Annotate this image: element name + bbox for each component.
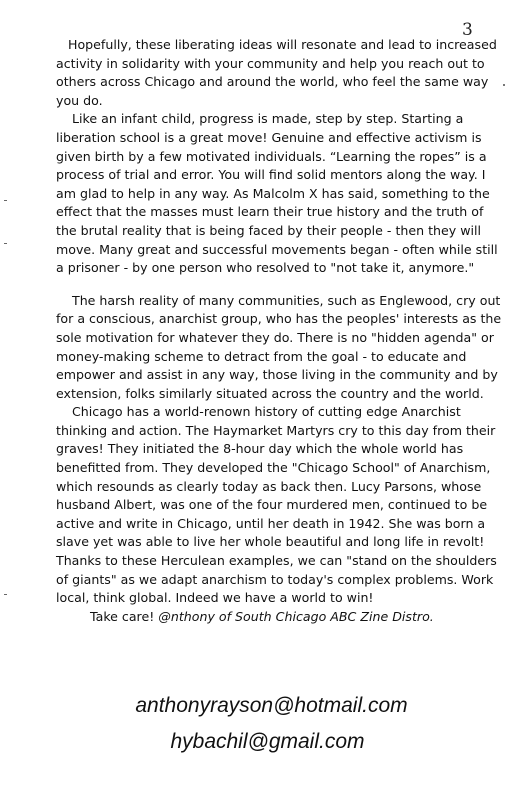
- signoff-credit: @nthony of South Chicago ABC Zine Distro.: [158, 608, 434, 624]
- signoff: [56, 608, 502, 627]
- paragraph-2: Like an infant child, progress is made, step by step. Starting a liberation school is a great move! Genuine and effective activism is given birth by a few motivated individuals. “Learning the ropes” is a process of trial and error. You will find solid mentors along the way. I am glad to help in any way. As Malcolm X has said, something to the effect that the masses must learn their true history and the truth of the brutal reality that is being faced by their people - then they will move. Many great and successful movements began - often while still a prisoner - by one person who resolved to "not take it, anymore.": [56, 111, 498, 276]
- scan-margin-mark: [4, 243, 7, 244]
- paragraph-3: The harsh reality of many communities, such as Englewood, cry out for a conscious, anarchist group, who has the peoples' interests as the sole motivation for whatever they do. There is no "hidden agenda" or money-making scheme to detract from the goal - to educate and empower and assist in any way, those living in the community and by extension, folks similarly situated across the country and the world.: [56, 292, 502, 401]
- scan-margin-mark: [4, 594, 7, 595]
- contact-email-gmail: hybachil@gmail.com: [170, 730, 365, 753]
- paragraph-1: Hopefully, these liberating ideas will resonate and lead to increased activity in solidarity with your community and help you reach out to others across Chicago and around the world, who feel the same way you do.: [56, 37, 497, 108]
- signoff-text: Take care!: [90, 608, 155, 624]
- letter-body: [56, 36, 502, 626]
- scan-speck: [503, 84, 505, 86]
- contact-email-hotmail: anthonyrayson@hotmail.com: [135, 694, 408, 717]
- paragraph-4: Chicago has a world-renown history of cutting edge Anarchist thinking and action. The Haymarket Martyrs cry to this day from their graves! They initiated the 8-hour day which the whole world has benefitted from. They developed the "Chicago School" of Anarchism, which resounds as clearly today as back then. Lucy Parsons, whose husband Albert, was one of the four murdered men, continued to be active and write in Chicago, until her death in 1942. She was born a slave yet was able to live her whole beautiful and long life in revolt! Thanks to these Herculean examples, we can "stand on the shoulders of giants" as we adapt anarchism to today's complex problems. Work local, think global. Indeed we have a world to win!: [56, 404, 497, 606]
- page-number: 3: [462, 20, 473, 40]
- scan-margin-mark: [4, 200, 7, 201]
